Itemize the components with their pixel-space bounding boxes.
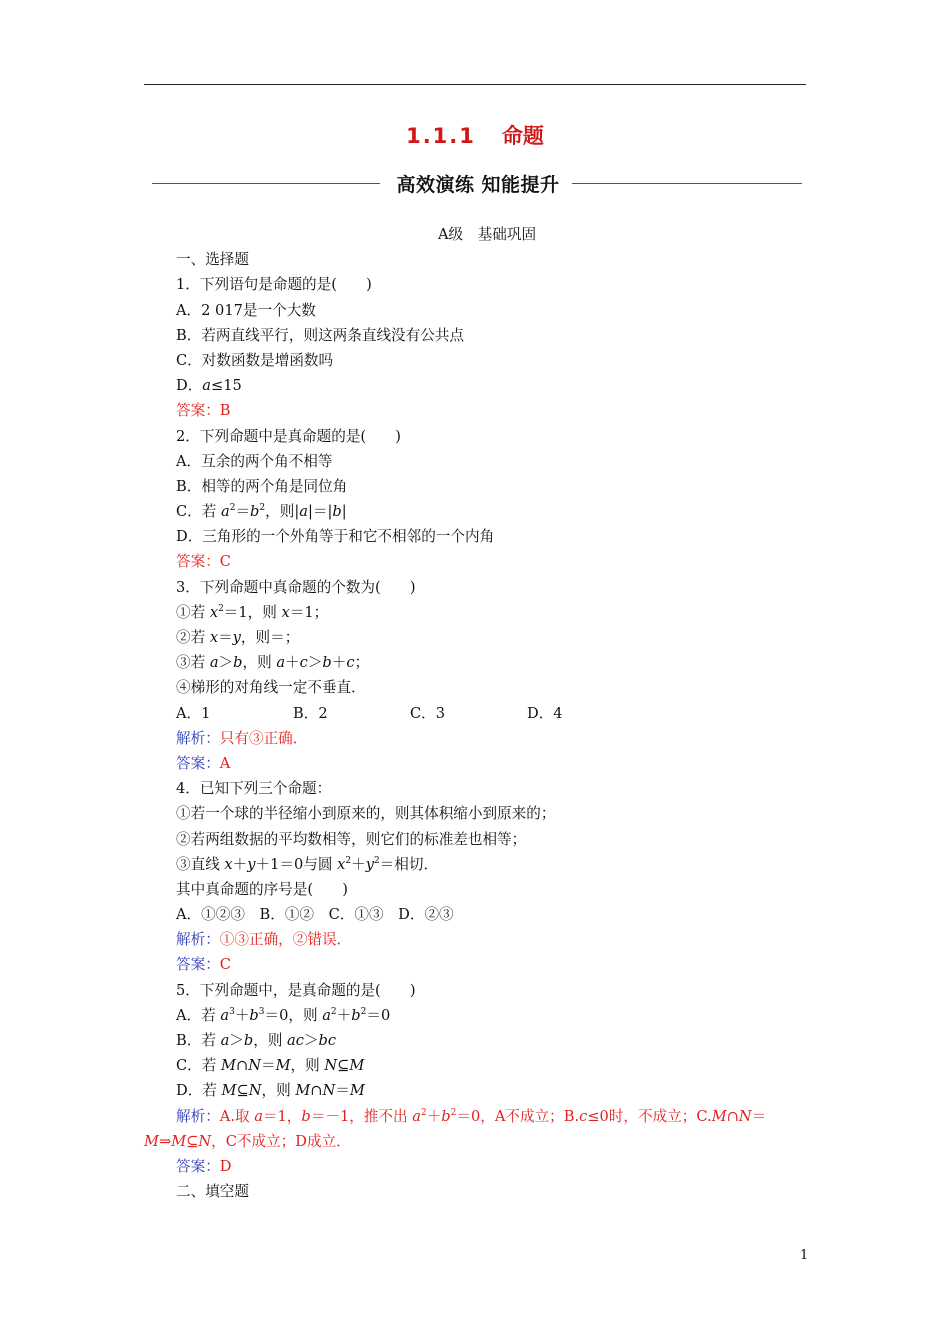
q5-option-c: C．若 M∩N＝M，则 N⊆M xyxy=(176,1057,365,1075)
q4-stem: 4．已知下列三个命题： xyxy=(176,780,332,798)
section-title: 命题 xyxy=(501,124,544,148)
answer-label: 答案： xyxy=(176,402,220,420)
q4-statement-3: ③直线 x＋y＋1＝0与圆 $x^2+y^2=$相切． xyxy=(176,855,439,873)
q3-option-b: B．2 xyxy=(293,704,328,722)
q3-option-c: C．3 xyxy=(410,704,446,722)
q3-options xyxy=(176,701,808,726)
level-heading: A级 基础巩固 xyxy=(437,226,537,243)
q5-option-d: D．若 M⊆N，则 M∩N＝M xyxy=(176,1082,365,1100)
answer-label: 答案： xyxy=(176,956,220,974)
banner-rule-left xyxy=(152,183,380,184)
section-heading-fill: 二、填空题 xyxy=(176,1183,249,1201)
banner-rule-right xyxy=(572,183,802,184)
analysis-label: 解析： xyxy=(176,931,220,949)
q5-analysis-line-2: M⇒M⊆N，C不成立；D成立． xyxy=(144,1132,351,1150)
q5-answer: 答案：D xyxy=(176,1157,232,1175)
answer-label: 答案： xyxy=(176,1157,220,1175)
q4-answer: 答案：C xyxy=(176,956,231,974)
banner-text: 高效演练 知能提升 xyxy=(396,174,560,196)
q1-option-b: B．若两直线平行，则这两条直线没有公共点 xyxy=(176,326,465,344)
q1-option-c: C．对数函数是增函数吗 xyxy=(176,351,334,369)
answer-label: 答案： xyxy=(176,754,220,772)
q4-ask: 其中真命题的序号是( ) xyxy=(176,880,348,898)
q4-statement-1: ①若一个球的半径缩小到原来的，则其体积缩小到原来的； xyxy=(176,805,556,823)
q1-option-a: A．2 017是一个大数 xyxy=(176,301,316,319)
analysis-label: 解析： xyxy=(176,1107,220,1125)
q3-statement-3: ③若 a＞b，则 a＋c＞b＋c； xyxy=(176,654,370,672)
q1-stem: 1．下列语句是命题的是( ) xyxy=(176,276,372,294)
q3-statement-1: ①若 $x^2=1$，则 x＝1； xyxy=(176,603,329,621)
section-heading-choice: 一、选择题 xyxy=(176,251,249,269)
q5-option-a: A．若 $a^3+b^3=0$，则 $a^2+b^2=0$ xyxy=(176,1006,391,1024)
q3-option-d: D．4 xyxy=(527,704,563,722)
analysis-label: 解析： xyxy=(176,729,220,747)
q5-stem: 5．下列命题中，是真命题的是( ) xyxy=(176,981,416,999)
page-number: 1 xyxy=(800,1248,809,1263)
q2-stem: 2．下列命题中是真命题的是( ) xyxy=(176,427,401,445)
header-rule xyxy=(144,84,806,85)
q3-stem: 3．下列命题中真命题的个数为( ) xyxy=(176,578,416,596)
q2-answer: 答案：C xyxy=(176,553,231,571)
exercise-content xyxy=(144,222,808,1204)
q4-statement-2: ②若两组数据的平均数相等，则它们的标准差也相等； xyxy=(176,830,527,848)
q2-option-a: A．互余的两个角不相等 xyxy=(176,452,333,470)
section-number: 1.1.1 xyxy=(406,124,476,148)
q4-analysis: 解析：①③正确，②错误． xyxy=(176,931,352,949)
q5-option-b: B．若 a＞b，则 ac＞bc xyxy=(176,1032,337,1049)
q3-statement-4: ④梯形的对角线一定不垂直． xyxy=(176,679,366,697)
q3-analysis: 解析：只有③正确． xyxy=(176,729,308,747)
page-title xyxy=(0,120,950,150)
q2-option-d: D．三角形的一个外角等于和它不相邻的一个内角 xyxy=(176,528,495,546)
q3-option-a: A．1 xyxy=(176,704,211,722)
q4-options: A．①②③ B．①② C．①③ D．②③ xyxy=(176,906,454,924)
q1-answer: 答案：B xyxy=(176,402,231,420)
banner xyxy=(152,170,802,198)
q1-option-d: D．a≤15 xyxy=(176,377,242,395)
q2-option-c: C．若 $a^2=b^2$，则|a|＝|b| xyxy=(176,503,347,521)
answer-label: 答案： xyxy=(176,553,220,571)
q3-statement-2: ②若 x＝y，则＝； xyxy=(176,629,300,646)
q2-option-b: B．相等的两个角是同位角 xyxy=(176,477,348,495)
q5-analysis-line-1: 解析：A.取 a＝1，b＝－1，推不出 $a^2+b^2=0$，A不成立；B.c≤0时，不成立；C.M∩N＝ xyxy=(176,1107,767,1125)
q3-answer: 答案：A xyxy=(176,754,231,772)
